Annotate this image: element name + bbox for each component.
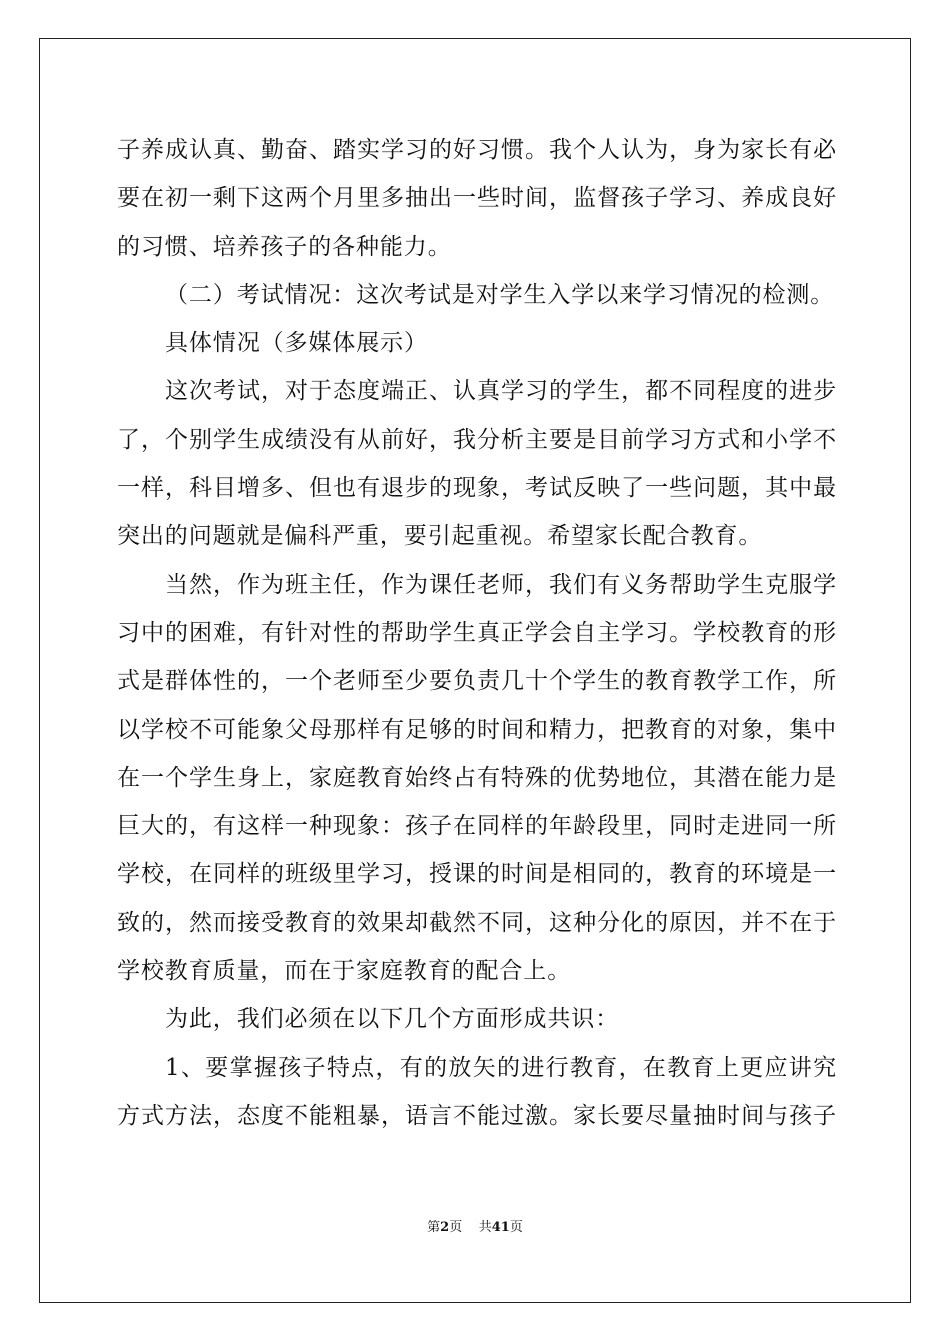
text-line: 方式方法，态度不能粗暴，语言不能过激。家长要尽量抽时间与孩子 bbox=[117, 1102, 837, 1129]
text-line: 具体情况（多媒体展示） bbox=[165, 330, 428, 357]
text-line: 巨大的，有这样一种现象：孩子在同样的年龄段里，同时走进同一所 bbox=[117, 813, 837, 840]
text-line: 以学校不可能象父母那样有足够的时间和精力，把教育的对象，集中 bbox=[117, 716, 837, 743]
page-footer bbox=[0, 1218, 950, 1238]
text-line: 当然，作为班主任，作为课任老师，我们有义务帮助学生克服学 bbox=[165, 571, 837, 598]
total-suffix: 页 bbox=[509, 1220, 523, 1235]
page-prefix: 第 bbox=[427, 1220, 441, 1235]
text-line: 的习惯、培养孩子的各种能力。 bbox=[117, 233, 452, 260]
text-line: 学校教育质量，而在于家庭教育的配合上。 bbox=[117, 958, 572, 985]
text-line: 在一个学生身上，家庭教育始终占有特殊的优势地位，其潜在能力是 bbox=[117, 764, 837, 791]
text-line: 子养成认真、勤奋、踏实学习的好习惯。我个人认为，身为家长有必 bbox=[117, 137, 837, 163]
total-pages: 41 bbox=[491, 1220, 510, 1235]
text-line: 一样，科目增多、但也有退步的现象，考试反映了一些问题，其中最 bbox=[117, 475, 837, 502]
text-line: 习中的困难，有针对性的帮助学生真正学会自主学习。学校教育的形 bbox=[117, 619, 837, 646]
text-line: 学校，在同样的班级里学习，授课的时间是相同的，教育的环境是一 bbox=[117, 861, 837, 888]
list-item: 1、要掌握孩子特点，有的放矢的进行教育，在教育上更应讲究 bbox=[165, 1054, 837, 1081]
text-line: 这次考试，对于态度端正、认真学习的学生，都不同程度的进步 bbox=[165, 378, 837, 405]
section-heading: （二）考试情况：这次考试是对学生入学以来学习情况的检测。 bbox=[165, 281, 835, 308]
text-line: 突出的问题就是偏科严重，要引起重视。希望家长配合教育。 bbox=[117, 523, 763, 550]
page-suffix: 页 bbox=[449, 1220, 463, 1235]
text-line: 为此，我们必须在以下几个方面形成共识： bbox=[165, 1006, 620, 1033]
text-line: 要在初一剩下这两个月里多抽出一些时间，监督孩子学习、养成良好 bbox=[117, 185, 837, 212]
text-line: 致的，然而接受教育的效果却截然不同，这种分化的原因，并不在于 bbox=[117, 909, 837, 936]
document-body bbox=[117, 126, 837, 1140]
text-line: 了，个别学生成绩没有从前好，我分析主要是目前学习方式和小学不 bbox=[117, 426, 837, 453]
text-line: 式是群体性的，一个老师至少要负责几十个学生的教育教学工作，所 bbox=[117, 668, 837, 695]
total-prefix: 共 bbox=[478, 1220, 492, 1235]
page-number: 2 bbox=[440, 1220, 450, 1235]
